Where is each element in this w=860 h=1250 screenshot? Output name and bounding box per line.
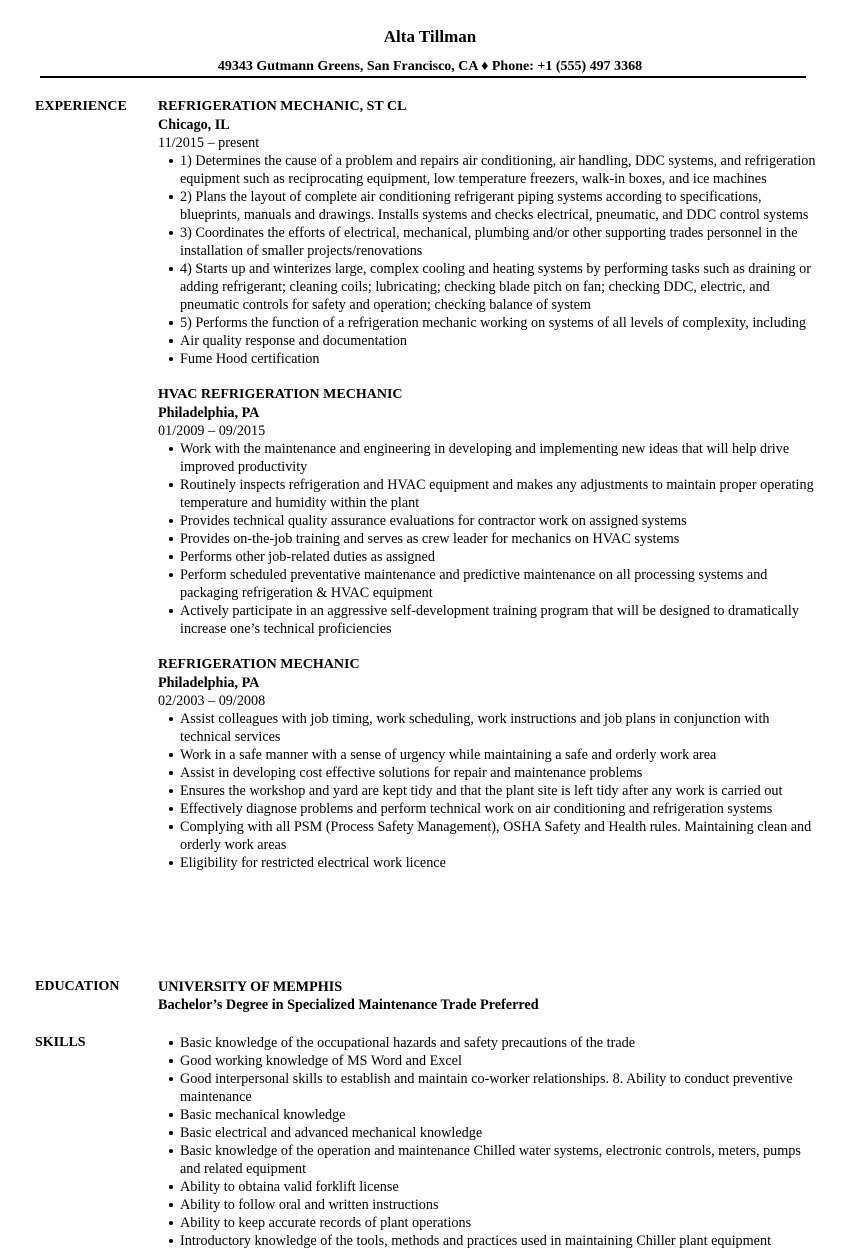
skill-item: Good interpersonal skills to establish and maintain co-worker relationships. 8. Ability to conduct preventive maintenance bbox=[180, 1070, 818, 1106]
bullet-item: Fume Hood certification bbox=[180, 350, 818, 368]
contact-line: 49343 Gutmann Greens, San Francisco, CA ♦ Phone: +1 (555) 497 3368 bbox=[217, 59, 643, 74]
job-location: Chicago, IL bbox=[158, 117, 230, 133]
skill-item: Ability to obtaina valid forklift license bbox=[180, 1178, 818, 1196]
job-title: REFRIGERATION MECHANIC bbox=[158, 657, 360, 672]
bullet-item: 5) Performs the function of a refrigeration mechanic working on systems of all levels of complexity, including bbox=[180, 314, 818, 332]
education-body bbox=[158, 978, 818, 1014]
bullet-item: 3) Coordinates the efforts of electrical, mechanical, plumbing and/or other supporting trades personnel in the installation of smaller projects/renovations bbox=[180, 224, 818, 260]
skill-item: Basic knowledge of the operation and maintenance Chilled water systems, electronic controls, meters, pumps and related equipment bbox=[180, 1142, 818, 1178]
section-label-education: EDUCATION bbox=[35, 979, 120, 994]
skills-list bbox=[158, 1034, 818, 1250]
education-school: UNIVERSITY OF MEMPHIS bbox=[158, 979, 343, 995]
skill-item: Good working knowledge of MS Word and Excel bbox=[180, 1052, 818, 1070]
job-dates: 01/2009 – 09/2015 bbox=[158, 423, 266, 439]
job-location: Philadelphia, PA bbox=[158, 675, 260, 691]
job-title: HVAC REFRIGERATION MECHANIC bbox=[158, 387, 403, 402]
bullet-item: Work with the maintenance and engineering in developing and implementing new ideas that will help drive improved productivity bbox=[180, 440, 818, 476]
skill-item: Ability to keep accurate records of plant operations bbox=[180, 1214, 818, 1232]
bullet-item: Air quality response and documentation bbox=[180, 332, 818, 350]
bullet-item: Assist in developing cost effective solutions for repair and maintenance problems bbox=[180, 764, 818, 782]
skills-body bbox=[158, 1034, 818, 1250]
job-dates: 11/2015 – present bbox=[158, 135, 260, 151]
job-dates: 02/2003 – 09/2008 bbox=[158, 693, 266, 709]
skill-item: Basic mechanical knowledge bbox=[180, 1106, 818, 1124]
bullet-item: Perform scheduled preventative maintenance and predictive maintenance on all processing systems and packaging refrigeration & HVAC equipment bbox=[180, 566, 818, 602]
job-bullets bbox=[158, 710, 818, 872]
bullet-item: Performs other job-related duties as assigned bbox=[180, 548, 818, 566]
section-label-skills: SKILLS bbox=[35, 1035, 86, 1050]
bullet-item: Work in a safe manner with a sense of urgency while maintaining a safe and orderly work area bbox=[180, 746, 818, 764]
bullet-item: 4) Starts up and winterizes large, complex cooling and heating systems by performing tasks such as draining or adding refrigerant; cleaning coils; lubricating; checking blade pitch on fan; checking DDC, electric, and pneumatic controls for safety and operation; checking balance of system bbox=[180, 260, 818, 314]
bullet-item: Actively participate in an aggressive self-development training program that will be designed to dramatically increase one’s technical proficiencies bbox=[180, 602, 818, 638]
bullet-item: 2) Plans the layout of complete air conditioning refrigerant piping systems according to specifications, blueprints, manuals and drawings. Installs systems and checks electrical, pneumatic, and DDC control systems bbox=[180, 188, 818, 224]
resume-name: Alta Tillman bbox=[383, 27, 477, 46]
header-divider bbox=[40, 76, 806, 78]
job-title: REFRIGERATION MECHANIC, ST CL bbox=[158, 99, 407, 114]
skill-item: Basic electrical and advanced mechanical knowledge bbox=[180, 1124, 818, 1142]
bullet-item: Complying with all PSM (Process Safety Management), OSHA Safety and Health rules. Maintaining clean and orderly work areas bbox=[180, 818, 818, 854]
bullet-item: Provides on-the-job training and serves as crew leader for mechanics on HVAC systems bbox=[180, 530, 818, 548]
experience-body bbox=[158, 98, 818, 890]
job-entry bbox=[158, 386, 818, 638]
bullet-item: Effectively diagnose problems and perform technical work on air conditioning and refrigeration systems bbox=[180, 800, 818, 818]
skill-item: Introductory knowledge of the tools, methods and practices used in maintaining Chiller plant equipment bbox=[180, 1232, 818, 1250]
education-degree: Bachelor’s Degree in Specialized Maintenance Trade Preferred bbox=[158, 997, 539, 1013]
skill-item: Basic knowledge of the occupational hazards and safety precautions of the trade bbox=[180, 1034, 818, 1052]
job-bullets bbox=[158, 440, 818, 638]
section-label-experience: EXPERIENCE bbox=[35, 99, 127, 114]
bullet-item: Provides technical quality assurance evaluations for contractor work on assigned systems bbox=[180, 512, 818, 530]
skill-item: Ability to follow oral and written instructions bbox=[180, 1196, 818, 1214]
job-location: Philadelphia, PA bbox=[158, 405, 260, 421]
bullet-item: Routinely inspects refrigeration and HVAC equipment and makes any adjustments to maintain proper operating temperature and humidity within the plant bbox=[180, 476, 818, 512]
bullet-item: Ensures the workshop and yard are kept tidy and that the plant site is left tidy after any work is carried out bbox=[180, 782, 818, 800]
bullet-item: 1) Determines the cause of a problem and repairs air conditioning, air handling, DDC systems, and refrigeration equipment such as reciprocating equipment, low temperature freezers, walk-in boxes, and ice machines bbox=[180, 152, 818, 188]
bullet-item: Assist colleagues with job timing, work scheduling, work instructions and job plans in conjunction with technical services bbox=[180, 710, 818, 746]
job-entry bbox=[158, 98, 818, 368]
job-bullets bbox=[158, 152, 818, 368]
job-entry bbox=[158, 656, 818, 872]
bullet-item: Eligibility for restricted electrical work licence bbox=[180, 854, 818, 872]
